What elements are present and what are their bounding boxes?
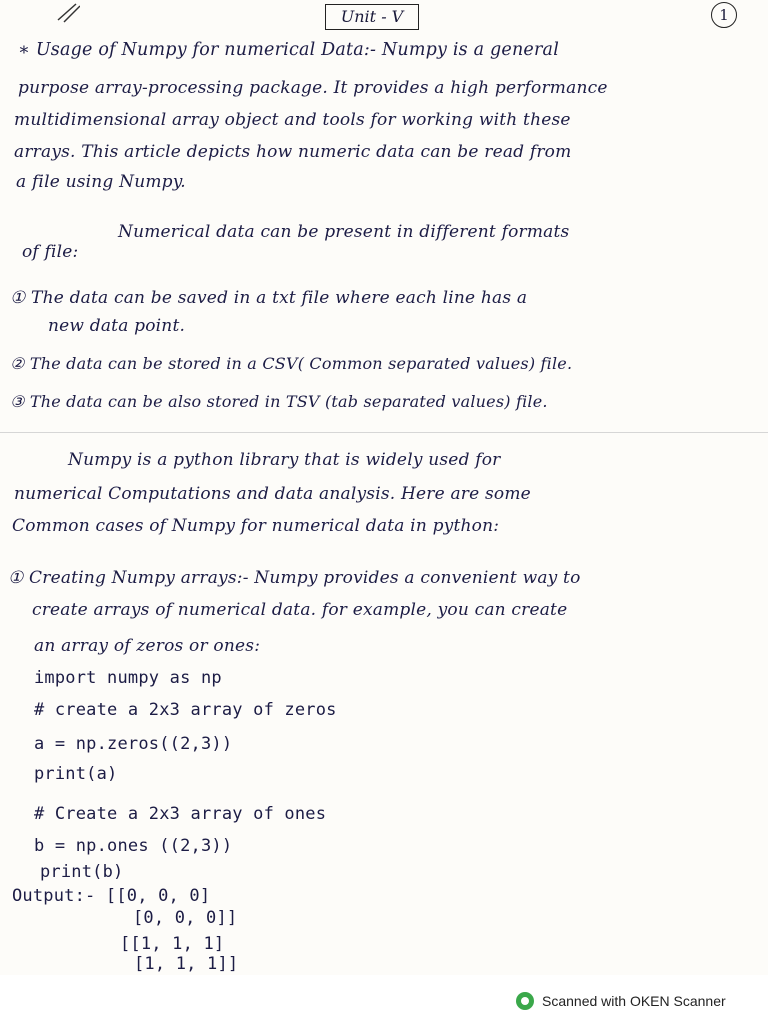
list-item: ① The data can be saved in a txt file where each line has a	[10, 288, 528, 308]
code-line: print(a)	[34, 764, 118, 784]
output-line: [1, 1, 1]]	[134, 954, 239, 974]
text-line: Numerical data can be present in different formats	[118, 222, 570, 242]
code-line: import numpy as np	[34, 668, 222, 688]
code-line: b = np.ones ((2,3))	[34, 836, 233, 856]
text-line: Common cases of Numpy for numerical data in python:	[12, 516, 500, 536]
output-line: [0, 0, 0]]	[133, 908, 238, 928]
code-line: print(b)	[40, 862, 124, 882]
scanner-text: Scanned with OKEN Scanner	[542, 993, 726, 1009]
unit-heading: Unit - V	[325, 4, 419, 30]
text-line: ∗ Usage of Numpy for numerical Data:- Numpy is a general	[18, 40, 559, 60]
output-line: [[1, 1, 1]	[120, 934, 225, 954]
text-line: of file:	[22, 242, 79, 262]
list-item: ① Creating Numpy arrays:- Numpy provides a convenient way to	[8, 568, 581, 588]
code-comment: # Create a 2x3 array of ones	[34, 804, 327, 824]
list-item: ③ The data can be also stored in TSV (tab separated values) file.	[10, 392, 548, 411]
scanner-logo-icon	[516, 992, 534, 1010]
scanner-watermark	[516, 990, 726, 1012]
code-comment: # create a 2x3 array of zeros	[34, 700, 337, 720]
text-line: numerical Computations and data analysis. Here are some	[14, 484, 531, 504]
page-number: 1	[711, 2, 737, 28]
text-line: arrays. This article depicts how numeric data can be read from	[14, 142, 572, 162]
divider	[0, 432, 768, 433]
text-line: purpose array-processing package. It provides a high performance	[18, 78, 608, 98]
text-line: create arrays of numerical data. for example, you can create	[32, 600, 568, 620]
text-line: a file using Numpy.	[16, 172, 186, 192]
text-line: new data point.	[48, 316, 186, 336]
text-line: multidimensional array object and tools for working with these	[14, 110, 571, 130]
margin-slashes	[40, 0, 80, 24]
code-line: a = np.zeros((2,3))	[34, 734, 233, 754]
list-item: ② The data can be stored in a CSV( Common separated values) file.	[10, 354, 573, 373]
output-line: Output:- [[0, 0, 0]	[12, 886, 211, 906]
text-line: an array of zeros or ones:	[34, 636, 261, 656]
text-line: Numpy is a python library that is widely used for	[68, 450, 501, 470]
